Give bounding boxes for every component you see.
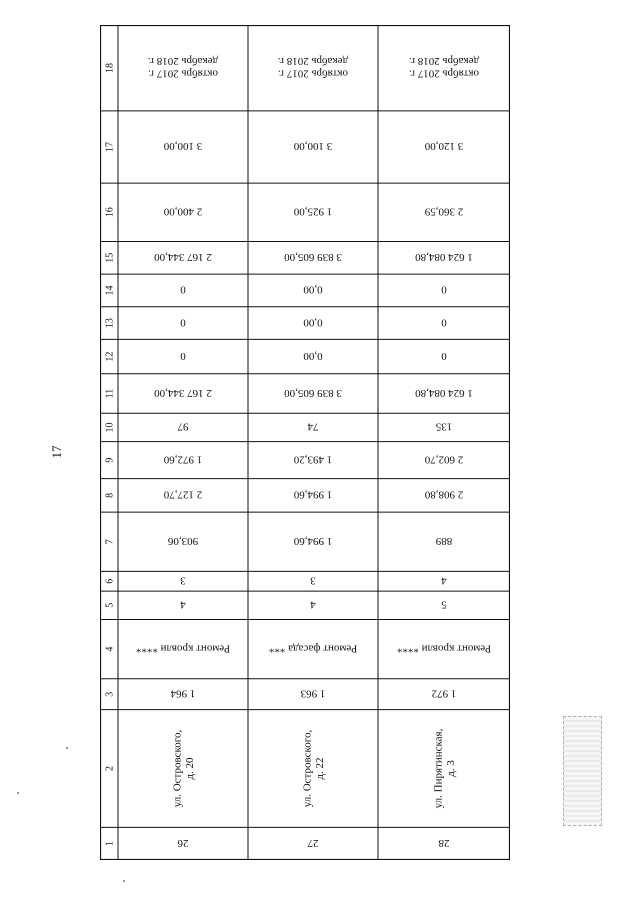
table-cell: 2 360,59	[424, 205, 464, 218]
table-cell: 27	[307, 836, 319, 849]
column-header: 10	[104, 422, 116, 433]
table-cell: 97	[177, 420, 189, 433]
table-cell: 0	[180, 316, 186, 329]
table-cell: 0	[180, 283, 186, 296]
table-cell: 0	[441, 349, 447, 362]
table-cell: 4	[180, 598, 186, 611]
table-cell: 2 400,00	[163, 205, 203, 218]
table-cell: 3 100,00	[293, 140, 333, 153]
table-cell: 889	[435, 534, 453, 547]
data-table-svg	[100, 25, 510, 860]
column-header: 17	[104, 141, 116, 152]
scan-speck	[17, 792, 19, 794]
table-cell: 0,00	[303, 349, 323, 362]
column-header: 8	[104, 492, 116, 498]
column-header: 7	[104, 539, 116, 545]
column-header: 5	[104, 602, 116, 608]
table-cell: Ремонт фасада ***	[268, 642, 358, 655]
table-cell: ул. Островского,д. 22	[301, 729, 327, 808]
table-cell: 1 972	[431, 687, 457, 700]
table-cell: 3 839 605,00	[284, 386, 342, 399]
column-header: 3	[104, 691, 116, 697]
column-header: 15	[104, 252, 116, 263]
table-cell: 1 624 084,80	[415, 386, 473, 399]
table-cell: 2 167 344,00	[154, 386, 212, 399]
table-cell: 135	[435, 420, 453, 433]
page-number: 17	[49, 445, 64, 459]
table-cell: 903,06	[167, 534, 199, 547]
table-cell: 4	[310, 598, 316, 611]
table-cell: Ремонт кровли ****	[396, 642, 492, 655]
table-cell: 4	[441, 574, 447, 587]
column-header: 4	[104, 646, 116, 652]
table-cell: 1 972,60	[163, 453, 203, 466]
table-cell: 3	[180, 574, 186, 587]
column-header: 1	[104, 841, 116, 847]
table-cell: октябрь 2017 г.декабрь 2018 г.	[147, 54, 219, 80]
scan-speck	[66, 747, 68, 749]
table-cell: 2 908,80	[424, 488, 464, 501]
column-header: 2	[104, 766, 116, 772]
table-cell: 1 624 084,80	[415, 251, 473, 264]
table-cell: 1 994,60	[293, 534, 333, 547]
table-cell: 1 964	[170, 687, 196, 700]
data-table	[100, 25, 510, 860]
table-cell: 1 925,00	[293, 205, 333, 218]
table-cell: 3 120,00	[424, 140, 464, 153]
scan-speck	[123, 880, 125, 882]
column-header: 13	[104, 318, 116, 329]
table-cell: 2 167 344,00	[154, 251, 212, 264]
table-cell: Ремонт кровли ****	[135, 642, 231, 655]
table-cell: 28	[438, 836, 450, 849]
archive-stamp	[563, 716, 602, 826]
table-cell: 2 602,70	[424, 453, 464, 466]
table-cell: 0,00	[303, 283, 323, 296]
table-cell: 0	[180, 349, 186, 362]
table-cell: 3 839 605,00	[284, 251, 342, 264]
table-cell: ул. Пирятинская,д. 3	[432, 728, 458, 809]
column-header: 12	[104, 351, 116, 362]
table-cell: 1 994,60	[293, 488, 333, 501]
table-cell: 1 493,20	[293, 453, 333, 466]
column-header: 11	[104, 388, 116, 399]
column-header: 16	[104, 207, 116, 218]
table-cell: 0,00	[303, 316, 323, 329]
table-cell: 1 963	[300, 687, 326, 700]
table-cell: 74	[307, 420, 319, 433]
table-cell: 3 100,00	[163, 140, 203, 153]
table-cell: 26	[177, 836, 189, 849]
table-cell: 0	[441, 283, 447, 296]
table-cell: ул. Островского,д. 20	[171, 729, 197, 808]
column-header: 14	[104, 285, 116, 296]
column-header: 6	[104, 578, 116, 584]
column-header: 9	[104, 457, 116, 463]
column-header: 18	[104, 62, 116, 73]
table-cell: октябрь 2017 г.декабрь 2018 г.	[277, 54, 349, 80]
table-cell: 0	[441, 316, 447, 329]
table-cell: 5	[441, 598, 447, 611]
table-cell: 3	[310, 574, 316, 587]
table-cell: 2 127,70	[163, 488, 203, 501]
table-cell: октябрь 2017 г.декабрь 2018 г.	[408, 54, 480, 80]
